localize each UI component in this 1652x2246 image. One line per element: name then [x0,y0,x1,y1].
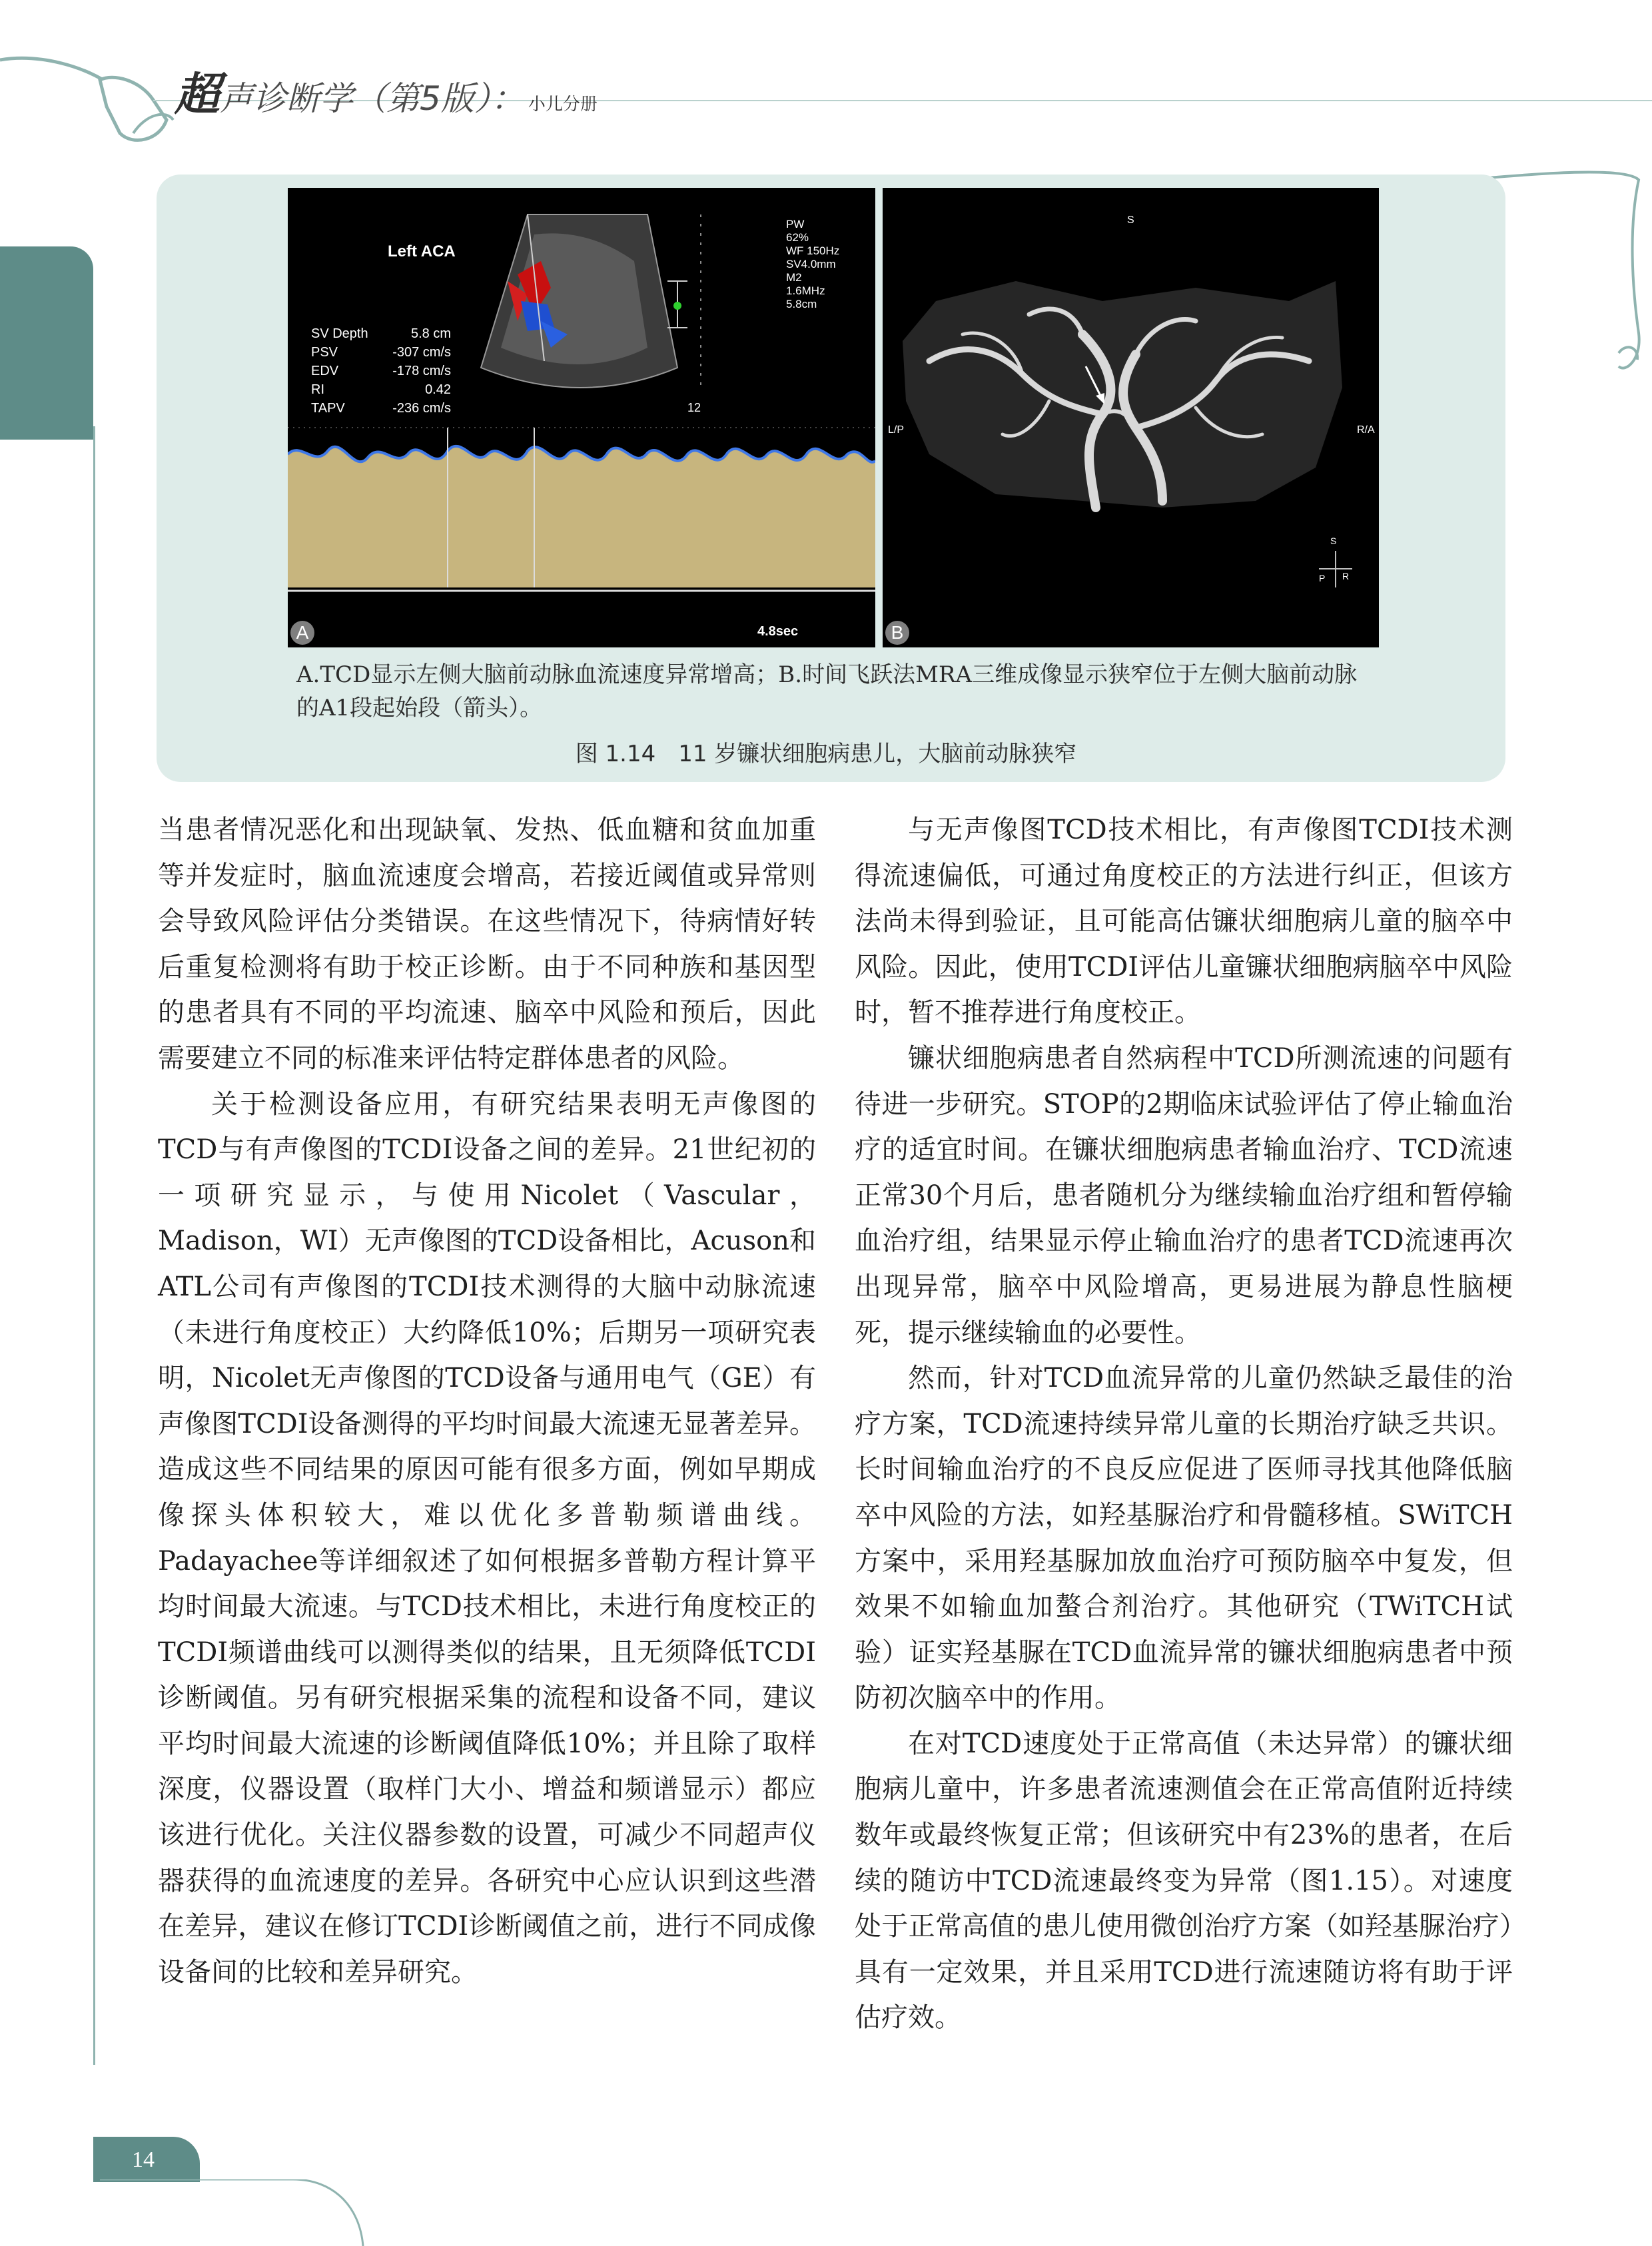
figure-panel-a [288,188,875,647]
paragraph: 在对TCD速度处于正常高值（未达异常）的镰状细胞病儿童中，许多患者流速测值会在正常高值附近持续数年或最终恢复正常；但该研究中有23%的患者，在后续的随访中TCD流速最终变为异常（图1.15）。对速度处于正常高值的患儿使用微创治疗方案（如羟基脲治疗）具有一定效果，并且采用TCD进行流速随访将有助于评估疗效。 [855,1728,1513,2034]
pw-setting-line: SV4.0mm [786,258,836,270]
book-title [175,59,598,123]
label-right-ra: R/A [1357,424,1375,436]
side-tab [0,246,93,440]
right-column [855,807,1513,2041]
pw-setting-line: 1.6MHz [786,284,825,297]
paragraph: 与无声像图TCD技术相比，有声像图TCDI技术测得流速偏低，可通过角度校正的方法进行纠正，但该方法尚未得到验证，且可能高估镰状细胞病儿童的脑卒中风险。因此，使用TCDI评估儿童镰状细胞病脑卒中风险时，暂不推荐进行角度校正。 [855,815,1513,1028]
measurement-label: TAPV [311,401,345,416]
measurement-row [311,345,451,360]
measurement-value: -236 cm/s [392,401,451,416]
time-scale-label: 4.8sec [757,624,799,639]
figure-caption-description: A.TCD显示左侧大脑前动脉血流速度异常增高；B.时间飞跃法MRA三维成像显示狭窄位于左侧大脑前动脉的A1段起始段（箭头）。 [296,661,1358,721]
label-top-s: S [1127,214,1134,226]
bottom-curve-decoration [0,2179,373,2246]
label-left-lp: L/P [888,424,905,436]
pw-settings [786,218,839,311]
measurement-label: PSV [311,345,338,360]
measurement-row [311,326,451,342]
paragraph: 然而，针对TCD血流异常的儿童仍然缺乏最佳的治疗方案，TCD流速持续异常儿童的长期治疗缺乏共识。长时间输血治疗的不良反应促进了医师寻找其他降低脑卒中风险的方法，如羟基脲治疗和骨髓移植。SWiTCH方案中，采用羟基脲加放血治疗可预防脑卒中复发，但效果不如输血加螯合剂治疗。其他研究（TWiTCH试验）证实羟基脲在TCD血流异常的镰状细胞病患者中预防初次脑卒中的作用。 [855,1363,1513,1714]
panel-letter-a: A [290,621,314,645]
orientation-s: S [1330,536,1337,546]
book-subtitle: 小儿分册 [528,95,598,115]
orientation-p: P [1319,573,1326,583]
measurement-row [311,382,451,398]
measurement-value: -307 cm/s [392,345,451,360]
figure-panel-b [883,188,1379,647]
measurement-value: 0.42 [425,382,451,397]
pw-setting-line: 5.8cm [786,298,817,310]
panel-letter-b: B [885,621,909,645]
paragraph: 关于检测设备应用，有研究结果表明无声像图的TCD与有声像图的TCDI设备之间的差异。21世纪初的一项研究显示，与使用Nicolet（Vascular，Madison，WI）无声像图的TCD设备相比，Acuson和ATL公司有声像图的TCDI技术测得的大脑中动脉流速（未进行角度校正）大约降低10%；后期另一项研究表明，Nicolet无声像图的TCD设备与通用电气（GE）有声像图TCDI设备测得的平均时间最大流速无显著差异。造成这些不同结果的原因可能有很多方面，例如早期成像探头体积较大，难以优化多普勒频谱曲线。Padayachee等详细叙述了如何根据多普勒方程计算平均时间最大流速。与TCD技术相比，未进行角度校正的TCDI频谱曲线可以测得类似的结果，且无须降低TCDI诊断阈值。另有研究根据采集的流程和设备不同，建议平均时间最大流速的诊断阈值降低10%；并且除了取样深度，仪器设置（取样门大小、增益和频谱显示）都应该进行优化。关注仪器参数的设置，可减少不同超声仪器获得的血流速度的差异。各研究中心应认识到这些潜在差异，建议在修订TCDI诊断阈值之前，进行不同成像设备间的比较和差异研究。 [158,1088,816,1988]
orientation-r: R [1342,571,1350,581]
measurement-value: 5.8 cm [410,326,451,341]
measurement-label: RI [311,382,324,397]
measurement-row [311,364,451,379]
measurement-label: SV Depth [311,326,368,341]
depth-marker: 12 [687,401,701,414]
paragraph: 当患者情况恶化和出现缺氧、发热、低血糖和贫血加重等并发症时，脑血流速度会增高，若接近阈值或异常则会导致风险评估分类错误。在这些情况下，待病情好转后重复检测将有助于校正诊断。由于不同种族和基因型的患者具有不同的平均流速、脑卒中风险和预后，因此需要建立不同的标准来评估特定群体患者的风险。 [158,815,816,1074]
measurement-label: EDV [311,364,339,378]
paragraph: 镰状细胞病患者自然病程中TCD所测流速的问题有待进一步研究。STOP的2期临床试验评估了停止输血治疗的适宜时间。在镰状细胞病患者输血治疗、TCD流速正常30个月后，患者随机分为继续输血治疗组和暂停输血治疗组，结果显示停止输血治疗的患者TCD流速再次出现异常，脑卒中风险增高，更易进展为静息性脑梗死，提示继续输血的必要性。 [855,1042,1513,1348]
mra-image [883,188,1379,647]
figure-caption-title: 图 1.14 11 岁镰状细胞病患儿，大脑前动脉狭窄 [575,741,1077,767]
pw-setting-line: PW [786,218,805,230]
measurement-value: -178 cm/s [392,364,451,378]
ultrasound-probe-icon [0,33,200,153]
pw-setting-line: M2 [786,271,802,284]
measurement-row [311,401,451,416]
book-title-initial: 超 [175,69,220,121]
pw-setting-line: 62% [786,231,809,244]
side-rule [93,426,95,2065]
left-column [158,807,816,1995]
pw-setting-line: WF 150Hz [786,244,840,257]
page-number: 14 [132,2147,155,2172]
book-title-rest: 声诊断学（第5版）： [220,79,524,118]
vessel-label: Left ACA [388,242,456,260]
